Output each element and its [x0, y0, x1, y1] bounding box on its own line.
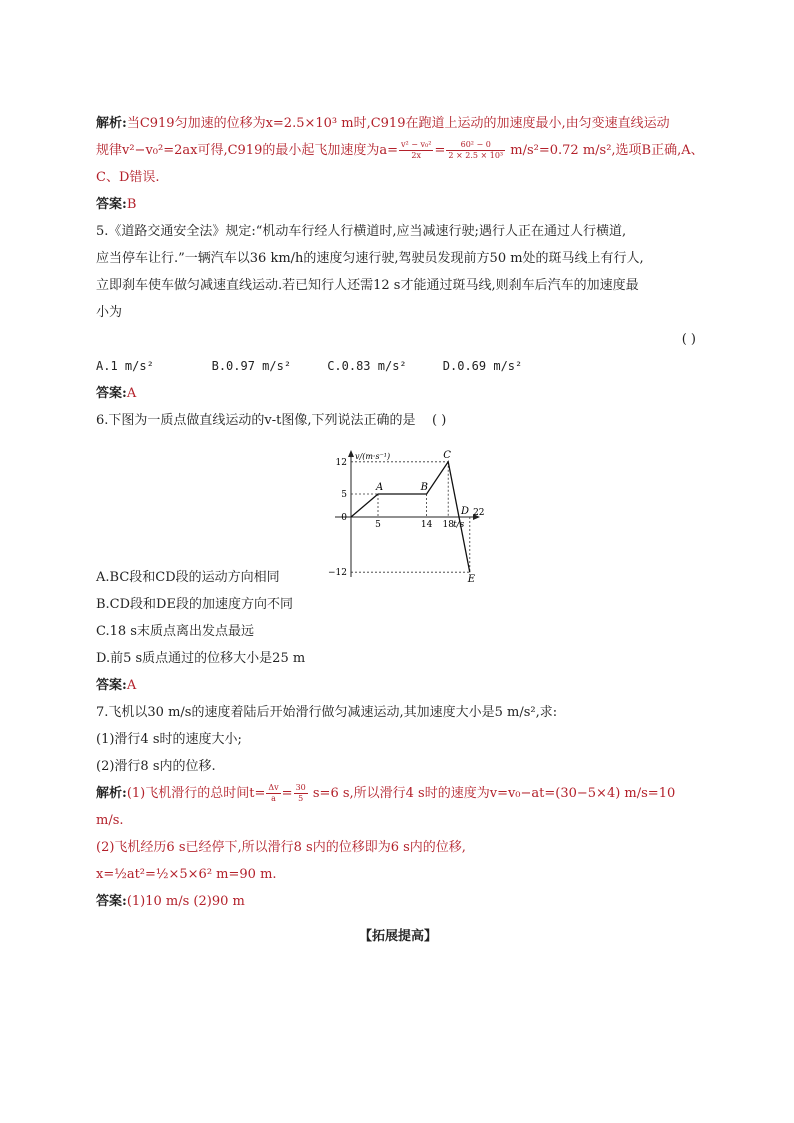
x-tick-label: 5	[375, 520, 381, 530]
answer-6	[96, 672, 700, 699]
solution-1-text: 当C919匀加速的位移为x=2.5×10³ m时,C919在跑道上运动的加速度最小,由匀变速直线运动	[126, 116, 670, 131]
q7-solution-line-2: m/s.	[96, 813, 124, 828]
y-tick-label: 0	[341, 513, 347, 523]
solution-1-text-3: m/s²=0.72 m/s²,选项B正确,A、	[506, 143, 704, 158]
point-label-B: B	[420, 482, 428, 493]
q6-stem-line	[96, 407, 700, 434]
q7-solution-line-4: x=½at²=½×5×6² m=90 m.	[96, 867, 277, 882]
y-tick-label: 5	[341, 490, 347, 500]
solution-1-line-3: C、D错误.	[96, 170, 160, 185]
q7-sol-text: (1)飞机滑行的总时间t=	[126, 786, 266, 801]
q6-option-c: C.18 s末质点离出发点最远	[96, 624, 254, 639]
equals-sign: =	[281, 786, 293, 801]
q7-solution-line-1	[96, 780, 700, 807]
point-label-D: D	[461, 506, 470, 517]
solution-label: 解析:	[96, 786, 127, 801]
solution-1-line-1	[96, 110, 700, 137]
q7-sol-text-2: s=6 s,所以滑行4 s时的速度为v=v₀−at=(30−5×4) m/s=10	[308, 786, 676, 801]
q5-line-3: 立即刹车使车做匀减速直线运动.若已知行人还需12 s才能通过斑马线,则刹车后汽车的加速度最	[96, 278, 639, 293]
x-tick-label: 18	[442, 520, 454, 530]
q7-solution-line-3: (2)飞机经历6 s已经停下,所以滑行8 s内的位移即为6 s内的位移,	[96, 840, 466, 855]
vt-graph	[325, 445, 575, 585]
q6-bracket: ( )	[432, 413, 447, 428]
fraction-1: $\frac{\text{v² − v₀²}}{2x}$	[401, 140, 432, 160]
x-tick-label: 14	[420, 520, 433, 530]
answer-value: (1)10 m/s (2)90 m	[126, 894, 245, 909]
y-tick-label: −12	[328, 568, 347, 579]
q5-options: A.1 m/s² B.0.97 m/s² C.0.83 m/s² D.0.69 m/s²	[96, 359, 523, 373]
answer-5	[96, 380, 700, 407]
point-label-A: A	[376, 482, 384, 493]
fraction-dv-a: $\frac{\Delta v}{a}$	[268, 783, 279, 803]
q7-line-2: (1)滑行4 s时的速度大小;	[96, 732, 242, 747]
q7-line-1: 7.飞机以30 m/s的速度着陆后开始滑行做匀减速运动,其加速度大小是5 m/s²,求:	[96, 705, 558, 720]
q6-option-a: A.BC段和CD段的运动方向相同	[96, 570, 280, 585]
q5-line-2: 应当停车让行.”一辆汽车以36 km/h的速度匀速行驶,驾驶员发现前方50 m处的斑马线上有行人,	[96, 251, 644, 266]
fraction-2: $\frac{\text{60² − 0}}{\text{2 × 2.5 × 10³}}$	[448, 140, 504, 160]
q5-line-1: 5.《道路交通安全法》规定:“机动车行经人行横道时,应当减速行驶;遇行人正在通过人行横道,	[96, 224, 627, 239]
q6-stem: 6.下图为一质点做直线运动的v-t图像,下列说法正确的是	[96, 413, 416, 428]
y-tick-label: 12	[335, 457, 347, 468]
answer-value: B	[126, 197, 137, 212]
answer-value: A	[126, 678, 137, 693]
point-label-C: C	[443, 449, 451, 461]
x-tick-label: 22	[473, 508, 485, 518]
solution-1-line-2	[96, 137, 704, 164]
q5-bracket: ( )	[681, 332, 696, 347]
solution-1-text-2: 规律v²−v₀²=2ax可得,C919的最小起飞加速度为a=	[96, 143, 398, 158]
answer-7	[96, 888, 700, 915]
y-axis-label: v/(m·s⁻¹)	[355, 452, 391, 461]
answer-label: 答案:	[96, 678, 127, 693]
q5-line-4: 小为	[96, 305, 123, 320]
answer-value: A	[126, 386, 137, 401]
q7-line-3: (2)滑行8 s内的位移.	[96, 759, 216, 774]
answer-label: 答案:	[96, 386, 127, 401]
q6-option-b: B.CD段和DE段的加速度方向不同	[96, 597, 293, 612]
answer-label: 答案:	[96, 894, 127, 909]
equals-sign: =	[434, 143, 446, 158]
point-label-E: E	[467, 574, 476, 585]
answer-4	[96, 191, 700, 218]
section-title: 【拓展提高】	[358, 929, 437, 944]
solution-label: 解析:	[96, 116, 127, 131]
y-axis-arrow	[348, 450, 354, 457]
x-axis-label: t/s	[453, 520, 465, 530]
answer-label: 答案:	[96, 197, 127, 212]
q6-option-d: D.前5 s质点通过的位移大小是25 m	[96, 651, 306, 666]
fraction-30-5: $\frac{30}{5}$	[295, 783, 306, 803]
